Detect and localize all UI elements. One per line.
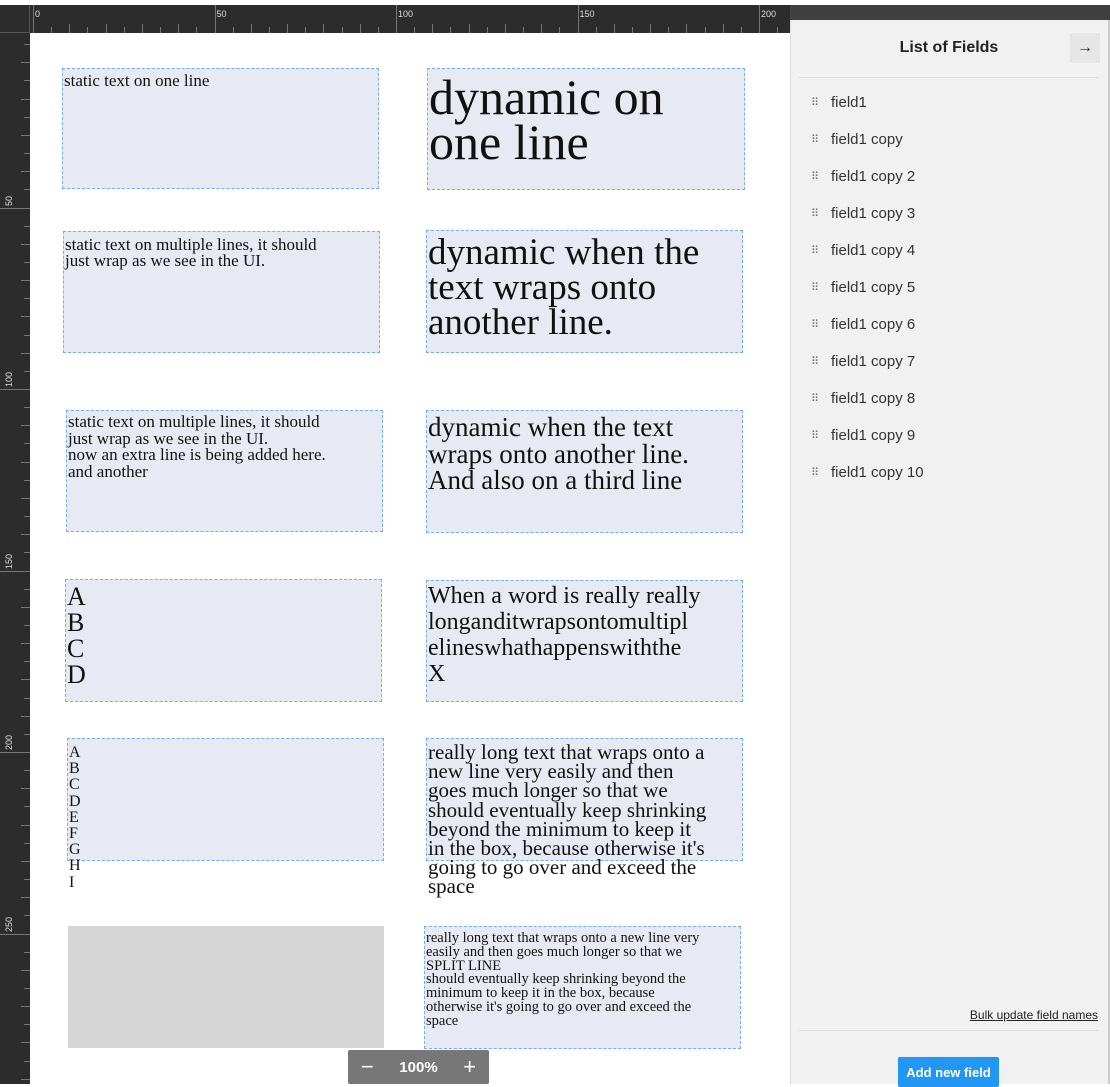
fields-sidebar (790, 20, 1108, 1084)
bulk-update-link[interactable]: Bulk update field names (969, 1008, 1098, 1022)
ruler-tick (21, 316, 30, 317)
divider (799, 77, 1099, 78)
text-field-dynamic-one-line[interactable] (427, 68, 745, 190)
drag-handle-icon[interactable]: ⠿ (811, 134, 819, 146)
ruler-tick (21, 607, 30, 608)
ruler-label: 100 (4, 371, 14, 387)
ruler-label: 200 (4, 734, 14, 750)
field-name: field1 copy 2 (831, 168, 916, 185)
zoom-out-button[interactable]: − (360, 1054, 374, 1079)
ruler-tick (21, 425, 30, 426)
ruler-tick (432, 24, 433, 33)
drag-handle-icon[interactable]: ⠿ (811, 171, 819, 183)
sidebar-top-strip (790, 5, 1110, 20)
ruler-tick (759, 5, 760, 33)
text-field-long-word[interactable] (426, 580, 743, 702)
field-text: static text on multiple lines, it should just wrap as we see in the UI. (65, 235, 317, 270)
text-field-static-one-line[interactable] (62, 68, 379, 189)
image-placeholder[interactable] (68, 926, 384, 1048)
ruler-tick (0, 208, 30, 209)
ruler-tick (21, 498, 30, 499)
ruler-tick (21, 679, 30, 680)
drag-handle-icon[interactable]: ⠿ (811, 97, 819, 109)
ruler-tick (0, 934, 30, 935)
ruler-tick (0, 389, 30, 390)
text-field-static-multi-line[interactable] (63, 231, 380, 353)
ruler-tick (21, 1079, 30, 1080)
ruler-tick (287, 24, 288, 33)
field-text: static text on multiple lines, it should just wrap as we see in the UI. now an extra line is being added here. and another (68, 412, 326, 481)
add-new-field-button[interactable]: Add new field (898, 1057, 999, 1087)
field-text: dynamic when the text wraps onto another line. And also on a third line (428, 412, 689, 495)
ruler-tick (0, 752, 30, 753)
field-name: field1 copy 8 (831, 390, 916, 407)
drag-handle-icon[interactable]: ⠿ (811, 245, 819, 257)
horizontal-ruler (30, 5, 790, 33)
drag-handle-icon[interactable]: ⠿ (811, 208, 819, 220)
field-list-item[interactable] (811, 279, 915, 296)
zoom-in-button[interactable]: + (463, 1054, 477, 1079)
ruler-label: 250 (4, 916, 14, 932)
ruler-tick (21, 825, 30, 826)
text-field-long-overflow[interactable] (426, 738, 743, 899)
ruler-tick (578, 5, 579, 33)
ruler-tick (251, 24, 252, 33)
field-name: field1 copy (831, 131, 903, 148)
ruler-tick (178, 24, 179, 33)
drag-handle-icon[interactable]: ⠿ (811, 393, 819, 405)
field-text: dynamic when the text wraps onto another line. (428, 232, 700, 343)
design-canvas[interactable] (30, 33, 790, 1084)
field-list-item[interactable] (811, 205, 915, 222)
ruler-tick (21, 534, 30, 535)
ruler-tick (21, 861, 30, 862)
text-field-letters-abcd[interactable] (65, 579, 382, 702)
field-name: field1 (831, 94, 867, 111)
field-name: field1 copy 9 (831, 427, 916, 444)
ruler-tick (21, 171, 30, 172)
drag-handle-icon[interactable]: ⠿ (811, 356, 819, 368)
ruler-tick (614, 24, 615, 33)
field-list-item[interactable] (811, 464, 924, 481)
field-text: static text on one line (64, 71, 210, 90)
ruler-tick (21, 99, 30, 100)
drag-handle-icon[interactable]: ⠿ (811, 319, 819, 331)
ruler-tick (21, 1042, 30, 1043)
arrow-right-icon: → (1077, 39, 1093, 56)
text-field-letters-overflow[interactable] (67, 738, 384, 891)
ruler-tick (650, 24, 651, 33)
field-name: field1 copy 7 (831, 353, 916, 370)
field-name: field1 copy 4 (831, 242, 916, 259)
ruler-tick (21, 135, 30, 136)
field-name: field1 copy 3 (831, 205, 916, 222)
zoom-level: 100% (399, 1058, 438, 1076)
collapse-sidebar-button[interactable] (1070, 33, 1100, 63)
ruler-label: 100 (398, 9, 414, 19)
drag-handle-icon[interactable]: ⠿ (811, 282, 819, 294)
field-text: A B C D (67, 582, 86, 689)
field-text: When a word is really really longanditwrapsontomultipl elineswhathappenswiththe X (428, 583, 701, 687)
field-text: really long text that wraps onto a new line very easily and then goes much longer so that we SPLIT LINE should eventually keep shrinking beyond the minimum to keep it in the box, because otherwise it's going to go over and exceed the space (426, 930, 700, 1029)
ruler-tick (723, 24, 724, 33)
ruler-tick (69, 24, 70, 33)
ruler-tick (541, 24, 542, 33)
field-name: field1 copy 10 (831, 464, 924, 481)
ruler-tick (505, 24, 506, 33)
ruler-tick (21, 897, 30, 898)
ruler-tick (21, 1006, 30, 1007)
drag-handle-icon[interactable]: ⠿ (811, 467, 819, 479)
divider (799, 1030, 1099, 1031)
field-list-item[interactable] (811, 390, 915, 407)
zoom-control (348, 1050, 489, 1084)
ruler-tick (469, 24, 470, 33)
ruler-label: 200 (761, 9, 777, 19)
ruler-tick (396, 5, 397, 33)
ruler-tick (21, 970, 30, 971)
ruler-label: 150 (4, 553, 14, 569)
field-list-item[interactable] (811, 353, 915, 370)
ruler-tick (21, 716, 30, 717)
ruler-tick (142, 24, 143, 33)
field-text: A B C D E F G H I (69, 744, 81, 891)
ruler-tick (21, 244, 30, 245)
ruler-tick (21, 788, 30, 789)
ruler-label: 50 (4, 195, 14, 206)
ruler-tick (21, 462, 30, 463)
ruler-label: 150 (579, 9, 595, 19)
field-list-item[interactable] (811, 316, 915, 333)
ruler-corner (0, 5, 30, 33)
field-list-item[interactable] (811, 131, 903, 148)
ruler-tick (21, 62, 30, 63)
field-text: really long text that wraps onto a new line very easily and then goes much longer so that we should eventually keep shrinking beyond the minimum to keep it in the box, because otherwise it's going to go over and exceed the space (428, 740, 707, 899)
sidebar-title: List of Fields (899, 39, 999, 56)
ruler-tick (360, 24, 361, 33)
field-text: dynamic on one line (429, 69, 664, 170)
text-field-split-line[interactable] (424, 926, 741, 1049)
ruler-tick (21, 353, 30, 354)
ruler-tick (106, 24, 107, 33)
ruler-tick (323, 24, 324, 33)
field-list-item[interactable] (811, 94, 867, 111)
field-list-item[interactable] (811, 242, 915, 259)
ruler-tick (21, 280, 30, 281)
ruler-tick (686, 24, 687, 33)
drag-handle-icon[interactable]: ⠿ (811, 430, 819, 442)
field-name: field1 copy 6 (831, 316, 916, 333)
vertical-ruler (0, 33, 30, 1084)
ruler-label: 0 (35, 9, 41, 19)
text-field-dynamic-three-lines[interactable] (426, 410, 743, 533)
field-name: field1 copy 5 (831, 279, 916, 296)
text-field-static-extra-lines[interactable] (66, 410, 383, 532)
ruler-tick (21, 643, 30, 644)
field-list-item[interactable] (811, 427, 915, 444)
ruler-tick (33, 5, 34, 33)
ruler-tick (215, 5, 216, 33)
ruler-tick (0, 571, 30, 572)
ruler-label: 50 (216, 9, 227, 19)
text-field-dynamic-wrap[interactable] (426, 230, 743, 353)
field-list-item[interactable] (811, 168, 915, 185)
